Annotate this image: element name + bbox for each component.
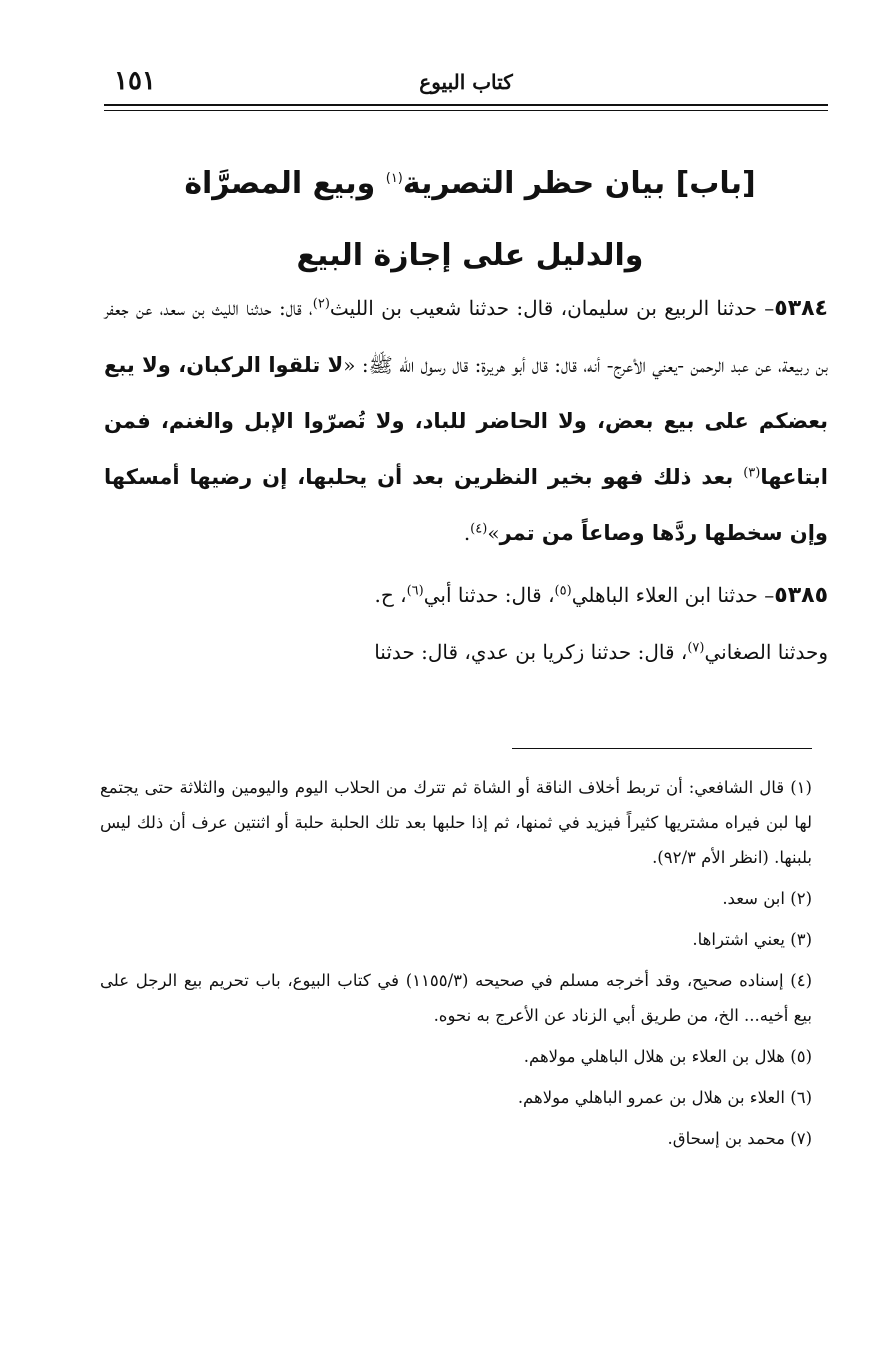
- matn-text: بعد ذلك فهو بخير النظرين بعد أن يحلبها، إن رضيها أمسكها وإن سخطها ردَّها وصاعاً من تمر: [104, 465, 828, 545]
- isnad-text: وحدثنا الصغاني: [704, 640, 828, 664]
- main-text: [104, 280, 828, 686]
- footnote-mark: (٦): [790, 1088, 812, 1107]
- footnote-2: [100, 881, 812, 916]
- footnote-5: [100, 1039, 812, 1074]
- chapter-title-part1: [باب] بيان حظر التصرية: [402, 166, 756, 201]
- hadith-number: ٥٣٨٥: [774, 583, 828, 608]
- quote-close: »: [487, 521, 500, 545]
- footnote-text: يعني اشتراها.: [692, 930, 785, 949]
- footnote-mark: (٢): [790, 889, 812, 908]
- matn-text: لا تلقوا الركبان، ولا يبع بعضكم على بيع بعض، ولا الحاضر للباد، ولا تُصرّوا الإبل والغنم، فمن ابتاعها: [104, 353, 828, 489]
- footnote-text: قال الشافعي: أن تربط أخلاف الناقة أو الشاة ثم تترك من الحلاب اليوم واليومين والثلاثة حتى يجتمع لها لبن فيراه مشتريها كثيراً فيزيد في ثمنها، ثم إذا حلبها بعد تلك الحلبة حلبة أو اثنتين عرف أن ذلك ليس بلبنها. (انظر الأم ٩٢/٣).: [100, 778, 812, 867]
- footnote-ref-5[interactable]: (٥): [554, 583, 572, 599]
- footnote-ref-4[interactable]: (٤): [470, 521, 488, 537]
- chapter-title-part2: وبيع المصرَّاة والدليل على إجازة البيع: [184, 166, 644, 273]
- header-rule: [104, 104, 828, 106]
- footnote-text: محمد بن إسحاق.: [667, 1129, 785, 1148]
- footnote-ref-6[interactable]: (٦): [406, 583, 424, 599]
- isnad-text: ، قال: حدثنا الليث بن سعد، عن جعفر بن ربيعة، عن عبد الرحمن -يعني الأعرج- أنه، قال: قال أبو هريرة: قال رسول الله ﷺ: «: [104, 296, 828, 377]
- footnote-mark: (١): [790, 778, 812, 797]
- footnote-3: [100, 922, 812, 957]
- footnote-text: العلاء بن هلال بن عمرو الباهلي مولاهم.: [517, 1088, 785, 1107]
- period: .: [463, 521, 471, 545]
- footnote-text: ابن سعد.: [722, 889, 785, 908]
- hadith-number: ٥٣٨٤: [774, 296, 828, 321]
- footnote-ref-7[interactable]: (٧): [687, 640, 705, 656]
- chapter-heading: [140, 148, 800, 292]
- isnad-text: ، قال: حدثنا زكريا بن عدي، قال: حدثنا: [374, 640, 688, 664]
- isnad-text: ، قال: حدثنا أبي: [423, 583, 555, 607]
- footnote-mark: (٤): [790, 971, 813, 990]
- hadith-5385: [104, 567, 828, 680]
- footnote-separator: [512, 748, 812, 749]
- footnote-ref-2[interactable]: (٢): [312, 296, 330, 312]
- footnote-4: [100, 963, 812, 1033]
- footnote-mark: (٥): [790, 1047, 812, 1066]
- footnote-mark: (٣): [790, 930, 812, 949]
- running-title: كتاب البيوع: [419, 70, 513, 94]
- hadith-5384: [104, 280, 828, 561]
- footnote-ref-3[interactable]: (٣): [743, 465, 761, 481]
- isnad-text: – حدثنا ابن العلاء الباهلي: [571, 583, 775, 607]
- isnad-text: ، ح.: [374, 583, 407, 607]
- footnote-text: هلال بن العلاء بن هلال الباهلي مولاهم.: [523, 1047, 785, 1066]
- footnote-mark: (٧): [790, 1129, 812, 1148]
- footnote-ref-1[interactable]: (١): [385, 171, 403, 186]
- footnote-1: [100, 770, 812, 875]
- header-rule-thin: [104, 110, 828, 111]
- footnote-7: [100, 1121, 812, 1156]
- footnote-6: [100, 1080, 812, 1115]
- isnad-text: – حدثنا الربيع بن سليمان، قال: حدثنا شعيب بن الليث: [329, 296, 775, 320]
- page-header: [104, 66, 828, 102]
- footnotes: [100, 770, 812, 1162]
- page-number: ١٥١: [114, 66, 156, 96]
- footnote-text: إسناده صحيح، وقد أخرجه مسلم في صحيحه (١١٥٥/٣) في كتاب البيوع، باب تحريم بيع الرجل على بيع أخيه... الخ، من طريق أبي الزناد عن الأعرج به نحوه.: [100, 971, 812, 1025]
